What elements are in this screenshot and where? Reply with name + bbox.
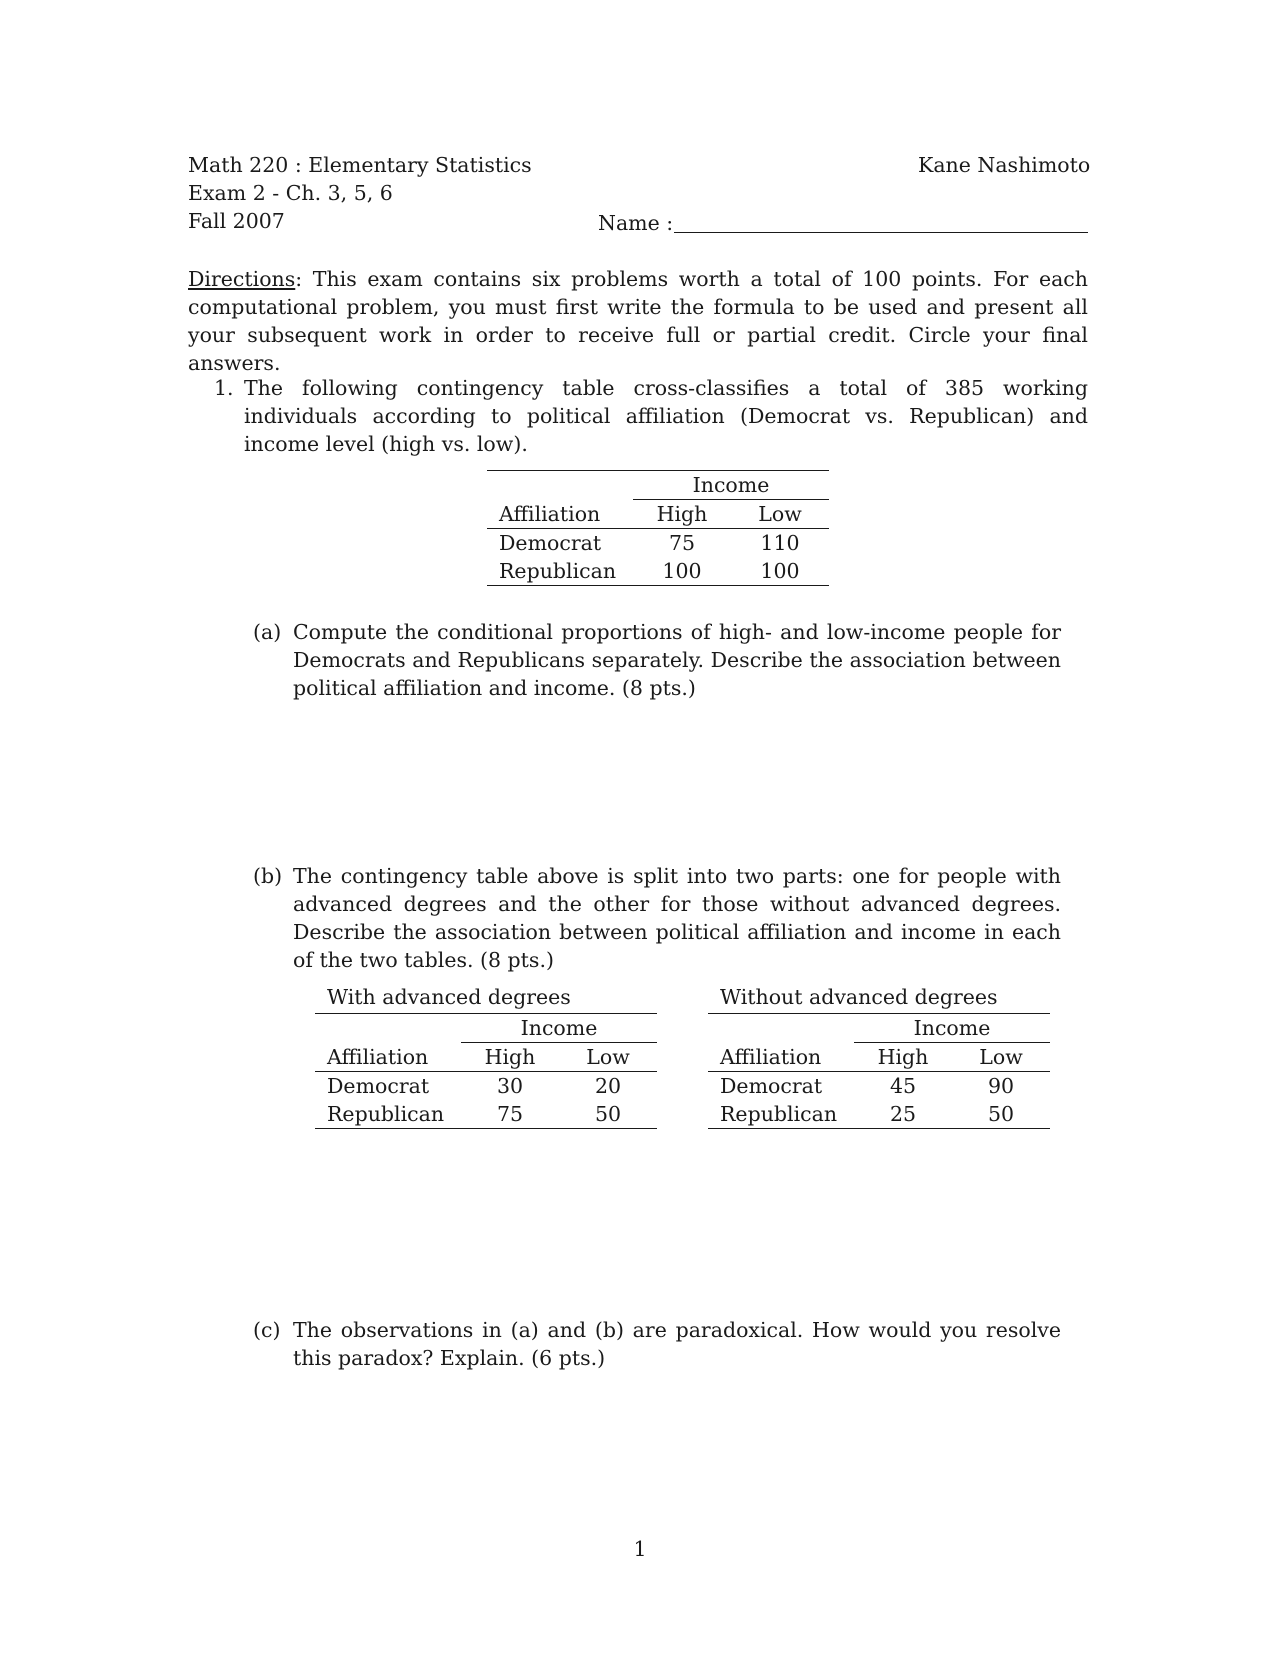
part-text: The observations in (a) and (b) are paradoxical. How would you resolve this paradox? Explain. (6 pts.) xyxy=(293,1318,1061,1370)
table-caption: Without advanced degrees xyxy=(720,985,998,1009)
table-with-advanced-degrees xyxy=(315,985,657,1129)
name-label: Name : xyxy=(598,211,674,235)
table-row xyxy=(487,557,829,586)
cell-high: 30 xyxy=(496,1074,524,1098)
part-label: (b) xyxy=(253,864,283,888)
problem-text: The following contingency table cross-classifies a total of 385 working individuals according to political affiliation (Democrat vs. Republican) and income level (high vs. low). xyxy=(244,376,1088,456)
cell-low: 110 xyxy=(760,531,800,555)
row-label: Republican xyxy=(720,1102,838,1126)
cell-low: 50 xyxy=(987,1102,1015,1126)
high-header: High xyxy=(656,502,708,526)
income-header: Income xyxy=(633,471,829,500)
cell-low: 20 xyxy=(594,1074,622,1098)
table-row xyxy=(487,529,829,558)
cell-low: 100 xyxy=(760,559,800,583)
part-label: (c) xyxy=(253,1318,281,1342)
table-caption: With advanced degrees xyxy=(327,985,571,1009)
part-b xyxy=(253,862,1061,974)
directions-text: : This exam contains six problems worth a total of 100 points. For each computational problem, you must first write the formula to be used and present all your subsequent work in order to receive full or partial credit. Circle your final answers. xyxy=(188,267,1088,375)
part-label: (a) xyxy=(253,620,282,644)
exam-title: Exam 2 - Ch. 3, 5, 6 xyxy=(188,181,393,205)
high-header: High xyxy=(484,1045,536,1069)
page-number: 1 xyxy=(633,1537,647,1561)
problem-1 xyxy=(214,374,1088,458)
table-row xyxy=(315,1072,657,1101)
name-blank-line[interactable] xyxy=(674,232,1088,233)
course-header xyxy=(188,151,532,235)
part-c xyxy=(253,1316,1061,1372)
cell-high: 25 xyxy=(889,1102,917,1126)
table-without-advanced-degrees xyxy=(708,985,1050,1129)
row-label: Republican xyxy=(327,1102,445,1126)
table-row xyxy=(708,1072,1050,1101)
cell-high: 75 xyxy=(668,531,696,555)
low-header: Low xyxy=(979,1045,1023,1069)
table-row xyxy=(708,1100,1050,1129)
course-title: Math 220 : Elementary Statistics xyxy=(188,153,532,177)
income-header: Income xyxy=(854,1014,1050,1043)
author-name: Kane Nashimoto xyxy=(918,153,1091,177)
directions xyxy=(188,265,1088,377)
row-label: Democrat xyxy=(499,531,602,555)
high-header: High xyxy=(877,1045,929,1069)
directions-label: Directions xyxy=(188,267,296,291)
part-text: Compute the conditional proportions of high- and low-income people for Democrats and Republicans separately. Describe the association between political affiliation and income. (8 pts.) xyxy=(293,620,1061,700)
cell-high: 45 xyxy=(889,1074,917,1098)
cell-high: 100 xyxy=(662,559,702,583)
part-text: The contingency table above is split into two parts: one for people with advanced degrees and the other for those without advanced degrees. Describe the association between political affiliation and income in each of the two tables. (8 pts.) xyxy=(293,864,1061,972)
cell-low: 90 xyxy=(987,1074,1015,1098)
low-header: Low xyxy=(586,1045,630,1069)
affiliation-header: Affiliation xyxy=(499,501,601,526)
row-label: Democrat xyxy=(327,1074,430,1098)
low-header: Low xyxy=(758,502,802,526)
problem-number: 1. xyxy=(214,376,234,400)
cell-high: 75 xyxy=(496,1102,524,1126)
row-label: Republican xyxy=(499,559,617,583)
part-a xyxy=(253,618,1061,702)
table-row xyxy=(315,1100,657,1129)
income-header: Income xyxy=(461,1014,657,1043)
affiliation-header: Affiliation xyxy=(720,1044,822,1069)
row-label: Democrat xyxy=(720,1074,823,1098)
contingency-table-main xyxy=(487,470,829,586)
affiliation-header: Affiliation xyxy=(327,1044,429,1069)
cell-low: 50 xyxy=(594,1102,622,1126)
term: Fall 2007 xyxy=(188,209,285,233)
